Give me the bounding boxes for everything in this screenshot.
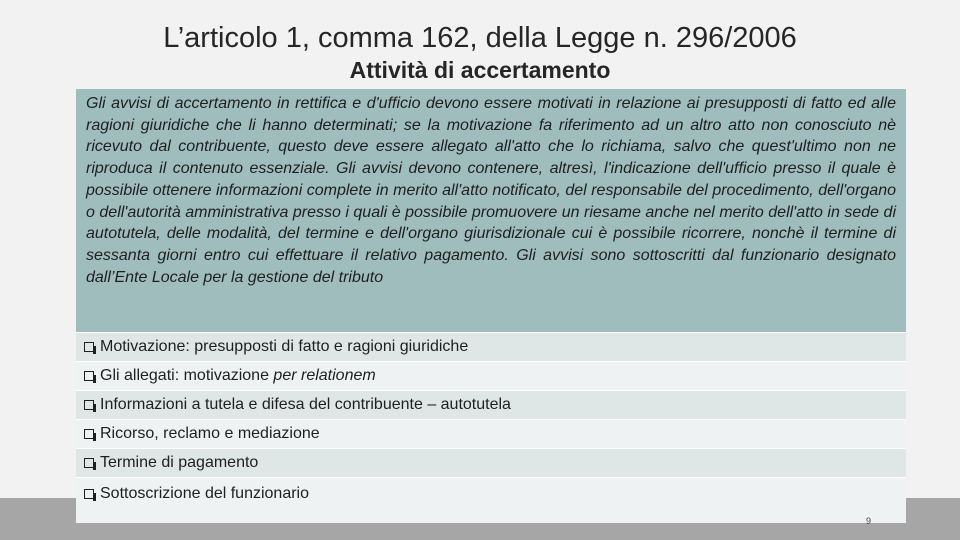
- bullet-item-ricorso: [76, 420, 906, 448]
- bullet-item-motivazione: [76, 333, 906, 361]
- bullet-text: Sottoscrizione del funzionario: [100, 485, 310, 502]
- checkbox-bullet-icon: [84, 489, 94, 499]
- content-box: [76, 89, 906, 521]
- checkbox-bullet-icon: [84, 371, 94, 381]
- bullet-item-sottoscrizione: [76, 478, 906, 523]
- checkbox-bullet-icon: [84, 342, 94, 352]
- bullet-text: Termine di pagamento: [100, 454, 259, 471]
- bullet-text: Informazioni a tutela e difesa del contribuente – autotutela: [100, 396, 511, 413]
- slide-subtitle: Attività di accertamento: [349, 57, 611, 83]
- bullet-list: [76, 333, 906, 524]
- slide-title: L’articolo 1, comma 162, della Legge n. 296/2006: [163, 22, 797, 54]
- bullet-item-termine: [76, 449, 906, 477]
- checkbox-bullet-icon: [84, 400, 94, 410]
- bullet-text: Ricorso, reclamo e mediazione: [100, 425, 320, 442]
- checkbox-bullet-icon: [84, 429, 94, 439]
- bullet-text: Gli allegati: motivazione: [100, 367, 274, 384]
- bullet-item-informazioni: [76, 391, 906, 419]
- bullet-text-emphasis: per relationem: [273, 367, 376, 384]
- bullet-item-allegati: [76, 362, 906, 390]
- page-number: 9: [866, 516, 872, 526]
- law-paragraph: Gli avvisi di accertamento in rettifica e d'ufficio devono essere motivati in relazione ai presupposti di fatto ed alle ragioni giuridiche che li hanno determinati; se la motivazione fa riferimento ad un altro atto non conosciuto nè ricevuto dal contribuente, questo deve essere allegato all'atto che lo richiama, salvo che quest'ultimo non ne riproduca il contenuto essenziale. Gli avvisi devono contenere, altresì, l'indicazione dell'ufficio presso il quale è possibile ottenere informazioni complete in merito all'atto notificato, del responsabile del procedimento, dell'organo o dell'autorità amministrativa presso i quali è possibile promuovere un riesame anche nel merito dell'atto in sede di autotutela, delle modalità, del termine e dell'organo giurisdizionale cui è possibile ricorrere, nonchè il termine di sessanta giorni entro cui effettuare il relativo pagamento. Gli avvisi sono sottoscritti dal funzionario designato dall’Ente Locale per la gestione del tributo: [76, 89, 906, 332]
- checkbox-bullet-icon: [84, 458, 94, 468]
- bullet-text: Motivazione: presupposti di fatto e ragioni giuridiche: [100, 338, 469, 355]
